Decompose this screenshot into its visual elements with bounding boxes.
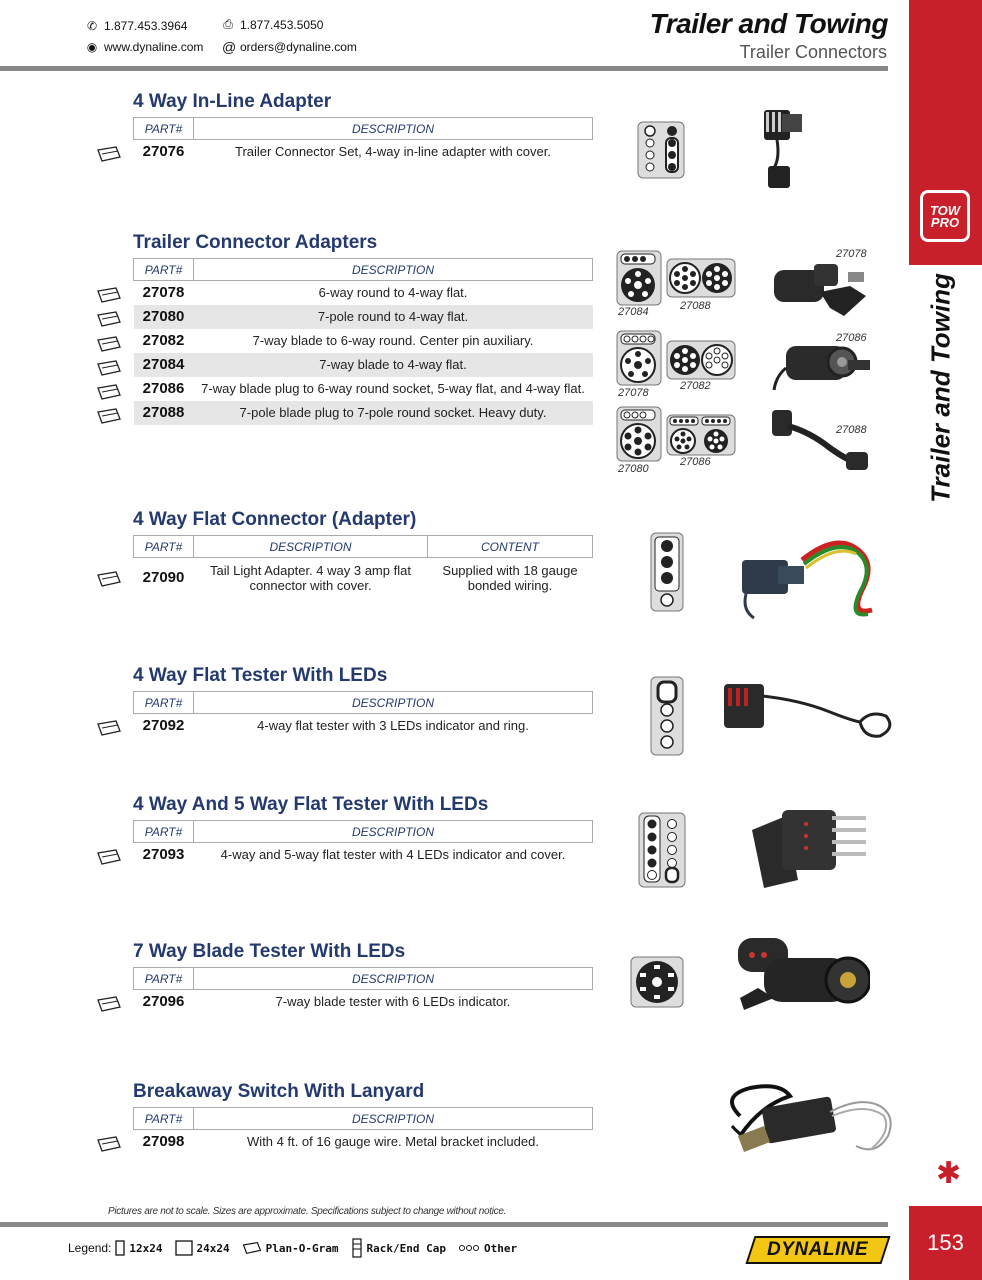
connector-diagram-4-5-way (638, 812, 686, 888)
plan-o-gram-icon (96, 1136, 122, 1152)
diagram-27082 (666, 340, 736, 380)
part-description: Tail Light Adapter. 4 way 3 amp flat connector with cover. (210, 562, 411, 593)
plan-o-gram-icon (96, 996, 122, 1012)
table-7-way-tester (133, 967, 593, 1014)
photo-27098 (720, 1076, 900, 1166)
col-part: PART# (134, 1108, 194, 1130)
plan-o-gram-icon (96, 571, 122, 587)
photo-27093 (746, 800, 870, 892)
legend-24x24-icon (175, 1240, 193, 1256)
page-subtitle: Trailer Connectors (739, 42, 887, 62)
part-description: 7-way blade to 4-way flat. (194, 353, 593, 377)
part-description: 7-way blade tester with 6 LEDs indicator. (275, 994, 511, 1010)
col-description: DESCRIPTION (194, 692, 593, 714)
table-row[interactable] (134, 140, 593, 164)
section-title-flat-connector: 4 Way Flat Connector (Adapter) (133, 509, 417, 530)
section-title-4-5-way-tester: 4 Way And 5 Way Flat Tester With LEDs (133, 794, 489, 815)
part-number: 27076 (142, 143, 185, 161)
maple-leaf-icon: ✱ (936, 1157, 962, 1190)
plan-o-gram-icon (96, 384, 122, 400)
col-content: CONTENT (428, 536, 593, 558)
legend-plan-o-gram-icon (242, 1241, 262, 1255)
connector-diagram-7blade (630, 956, 684, 1008)
photo-27090 (732, 530, 882, 626)
part-content: Supplied with 18 gauge bonded wiring. (442, 562, 578, 593)
legend-item-plan-o-gram: Plan-O-Gram (265, 1241, 339, 1255)
part-number: 27098 (142, 1133, 185, 1151)
dynaline-logo (745, 1236, 890, 1264)
plan-o-gram-icon (96, 720, 122, 736)
caption-27084: 27084 (618, 306, 649, 318)
photo-27076 (750, 106, 810, 194)
diagram-27088 (666, 258, 736, 298)
table-row[interactable] (134, 714, 593, 738)
table-row[interactable] (134, 281, 593, 305)
connector-diagram-4flat (650, 532, 684, 612)
part-description: 7-way blade plug to 6-way round socket, 5-way flat, and 4-way flat. (201, 381, 585, 396)
part-description: Trailer Connector Set, 4-way in-line adapter with cover. (235, 144, 551, 160)
section-title-flat-tester: 4 Way Flat Tester With LEDs (133, 665, 388, 686)
section-title-7-way-tester: 7 Way Blade Tester With LEDs (133, 941, 406, 962)
fax-number[interactable]: 1.877.453.5050 (240, 17, 324, 32)
top-divider (0, 66, 888, 71)
website-contact (86, 40, 203, 54)
table-4-5-way-tester (133, 820, 593, 867)
col-part: PART# (134, 821, 194, 843)
fax-icon: ⎙ (223, 17, 233, 31)
section-title-connector-adapters: Trailer Connector Adapters (133, 232, 378, 253)
legend-item-12x24: 12x24 (129, 1241, 163, 1255)
col-description: DESCRIPTION (194, 821, 593, 843)
part-description: With 4 ft. of 16 gauge wire. Metal bracket included. (247, 1134, 539, 1150)
col-part: PART# (134, 118, 194, 140)
col-part: PART# (134, 259, 194, 281)
table-row[interactable] (134, 353, 593, 377)
phone-contact (86, 19, 187, 33)
legend-label: Legend: (68, 1241, 112, 1255)
plan-o-gram-icon (96, 408, 122, 424)
col-description: DESCRIPTION (194, 259, 593, 281)
legend-item-rack-end-cap: Rack/End Cap (366, 1241, 446, 1255)
bottom-divider (0, 1222, 888, 1227)
part-number: 27086 (142, 380, 185, 397)
fax-contact (222, 17, 323, 32)
page-number: 153 (909, 1206, 982, 1280)
table-flat-tester (133, 691, 593, 738)
photo-27088 (770, 408, 870, 474)
legend-rack-icon (351, 1238, 363, 1258)
photo-27078 (770, 256, 870, 320)
logo-text: DYNALINE (767, 1239, 869, 1260)
plan-o-gram-icon (96, 336, 122, 352)
diagram-27084 (616, 250, 662, 306)
table-row[interactable] (134, 377, 593, 401)
photo-caption-27088: 27088 (836, 424, 867, 436)
diagram-27078 (616, 330, 662, 386)
caption-27088: 27088 (680, 300, 711, 312)
table-row[interactable] (134, 329, 593, 353)
table-flat-connector (133, 535, 593, 598)
part-description: 4-way and 5-way flat tester with 4 LEDs indicator and cover. (220, 847, 566, 863)
caption-27082: 27082 (680, 380, 711, 392)
photo-caption-27078: 27078 (836, 248, 867, 260)
table-breakaway-switch (133, 1107, 593, 1154)
col-description: DESCRIPTION (194, 536, 428, 558)
part-number: 27078 (142, 284, 185, 302)
page-title: Trailer and Towing (649, 8, 888, 39)
disclaimer-text: Pictures are not to scale. Sizes are approximate. Specifications subject to change without notice. (108, 1206, 507, 1217)
email-contact (222, 39, 357, 55)
photo-caption-27086: 27086 (836, 332, 867, 344)
part-number: 27088 (134, 401, 194, 425)
legend-other-icon (458, 1244, 480, 1252)
globe-icon: ◉ (86, 40, 98, 54)
section-title-inline-adapter: 4 Way In-Line Adapter (133, 91, 332, 112)
part-number: 27093 (142, 846, 185, 864)
part-description: 7-pole blade plug to 7-pole round socket. Heavy duty. (194, 401, 593, 425)
table-row[interactable] (134, 558, 593, 598)
tow-pro-badge (920, 190, 970, 242)
connector-diagram-4flat-tester (650, 676, 684, 756)
part-number: 27082 (142, 332, 185, 349)
plan-o-gram-icon (96, 311, 122, 327)
part-description: 7-way blade to 6-way round. Center pin auxiliary. (252, 333, 534, 348)
part-description: 7-pole round to 4-way flat. (194, 305, 593, 329)
diagram-27086 (666, 414, 736, 456)
caption-27078: 27078 (618, 387, 649, 399)
table-row[interactable] (134, 843, 593, 867)
plan-o-gram-icon (96, 146, 122, 162)
caption-27080: 27080 (618, 463, 649, 475)
table-inline-adapter (133, 117, 593, 164)
email-link[interactable]: orders@dynaline.com (240, 40, 357, 54)
part-description: 4-way flat tester with 3 LEDs indicator and ring. (257, 718, 529, 734)
part-number: 27080 (134, 305, 194, 329)
connector-diagram-4way (637, 121, 685, 179)
phone-number[interactable]: 1.877.453.3964 (104, 19, 188, 33)
legend-12x24-icon (115, 1240, 125, 1256)
col-description: DESCRIPTION (194, 118, 593, 140)
col-description: DESCRIPTION (194, 1108, 593, 1130)
table-row[interactable] (134, 990, 593, 1014)
sidebar-vertical-title: Trailer and Towing (925, 273, 956, 503)
plan-o-gram-icon (96, 849, 122, 865)
part-number: 27090 (142, 569, 185, 587)
part-description: 6-way round to 4-way flat. (318, 285, 468, 301)
col-part: PART# (134, 536, 194, 558)
phone-icon: ✆ (86, 19, 98, 33)
legend-item-other: Other (483, 1241, 518, 1255)
table-row[interactable] (134, 401, 593, 425)
table-row[interactable] (134, 305, 593, 329)
legend (68, 1238, 525, 1258)
part-number: 27096 (142, 993, 185, 1011)
plan-o-gram-icon (96, 287, 122, 303)
website-link[interactable]: www.dynaline.com (104, 40, 204, 54)
legend-item-24x24: 24x24 (196, 1241, 230, 1255)
photo-27092 (720, 676, 896, 740)
at-icon: @ (222, 39, 237, 55)
caption-27086: 27086 (680, 456, 711, 468)
col-part: PART# (134, 692, 194, 714)
col-part: PART# (134, 968, 194, 990)
plan-o-gram-icon (96, 360, 122, 376)
photo-27096 (734, 934, 870, 1018)
part-number: 27084 (134, 353, 194, 377)
table-row[interactable] (134, 1130, 593, 1154)
diagram-27080 (616, 406, 662, 462)
tow-pro-label: TOW PRO (929, 203, 961, 230)
section-title-breakaway-switch: Breakaway Switch With Lanyard (133, 1081, 425, 1102)
col-description: DESCRIPTION (194, 968, 593, 990)
table-connector-adapters (133, 258, 593, 425)
photo-27086 (772, 340, 872, 396)
part-number: 27092 (142, 717, 185, 735)
